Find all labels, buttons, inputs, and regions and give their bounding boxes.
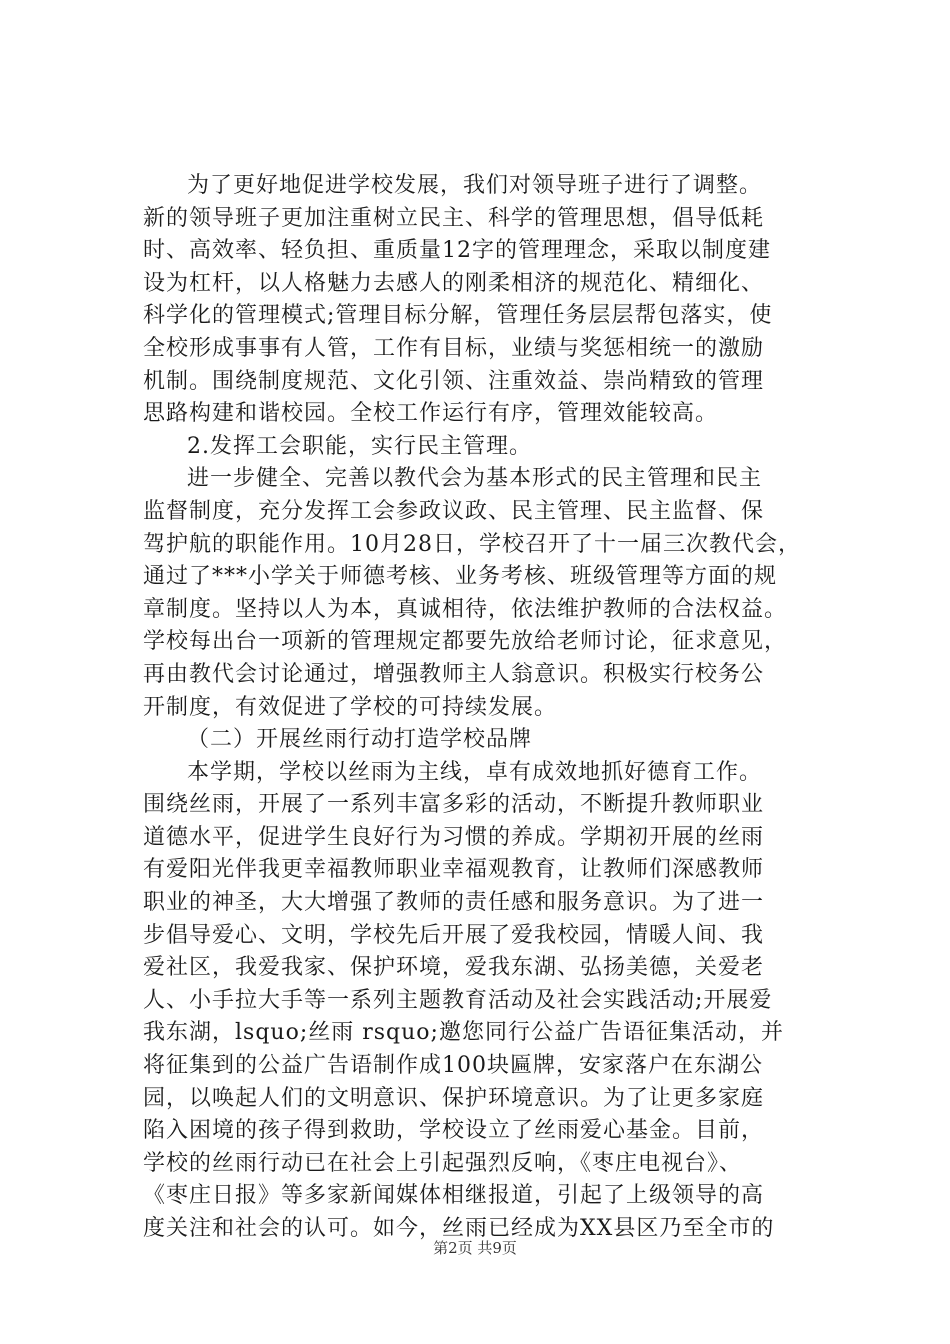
text-line: 步倡导爱心、文明，学校先后开展了爱我校园，情暖人间、我 [143,922,765,948]
text-line: 陷入困境的孩子得到救助，学校设立了丝雨爱心基金。目前， [143,1118,765,1144]
text-line: 《枣庄日报》等多家新闻媒体相继报道，引起了上级领导的高 [143,1183,765,1209]
text-line: 职业的神圣，大大增强了教师的责任感和服务意识。为了进一 [143,890,765,916]
text-line: 科学化的管理模式;管理目标分解，管理任务层层帮包落实，使 [143,303,773,329]
text-line: 2.发挥工会职能，实行民主管理。 [187,433,532,459]
text-line: 驾护航的职能作用。10月28日，学校召开了十一届三次教代会， [143,531,801,557]
text-line: 人、小手拉大手等一系列主题教育活动及社会实践活动;开展爱 [143,987,773,1013]
text-line: 再由教代会讨论通过，增强教师主人翁意识。积极实行校务公 [143,661,765,687]
text-line: 机制。围绕制度规范、文化引领、注重效益、崇尚精致的管理 [143,368,765,394]
text-line: 为了更好地促进学校发展，我们对领导班子进行了调整。 [187,173,763,198]
text-line: 本学期，学校以丝雨为主线，卓有成效地抓好德育工作。 [187,759,763,785]
text-line: 开制度，有效促进了学校的可持续发展。 [143,694,558,720]
text-line: 园，以唤起人们的文明意识、保护环境意识。为了让更多家庭 [143,1085,765,1111]
text-line: 新的领导班子更加注重树立民主、科学的管理思想，倡导低耗 [143,205,765,231]
text-line: 道德水平，促进学生良好行为习惯的养成。学期初开展的丝雨 [143,824,765,850]
text-line: 进一步健全、完善以教代会为基本形式的民主管理和民主 [187,466,763,492]
text-line: 度关注和社会的认可。如今，丝雨已经成为XX县区乃至全市的 [143,1216,775,1241]
text-line: 有爱阳光伴我更幸福教师职业幸福观教育，让教师们深感教师 [143,857,765,883]
text-line: 通过了***小学关于师德考核、业务考核、班级管理等方面的规 [143,564,778,590]
text-line: 我东湖，lsquo;丝雨 rsquo;邀您同行公益广告语征集活动，并 [143,1020,784,1046]
body-text [143,170,823,1246]
text-line: 思路构建和谐校园。全校工作运行有序，管理效能较高。 [143,401,719,427]
page-footer: 第2页 共9页 [433,1239,517,1257]
text-line: 设为杠杆，以人格魅力去感人的刚柔相济的规范化、精细化、 [143,270,765,296]
text-line: 将征集到的公益广告语制作成100块匾牌，安家落户在东湖公 [143,1053,763,1079]
text-line: 学校的丝雨行动已在社会上引起强烈反响，《枣庄电视台》、 [143,1150,743,1176]
text-line: 章制度。坚持以人为本，真诚相待，依法维护教师的合法权益。 [143,596,788,622]
text-line: 时、高效率、轻负担、重质量12字的管理理念，采取以制度建 [143,238,771,264]
text-line: 围绕丝雨，开展了一系列丰富多彩的活动，不断提升教师职业 [143,792,765,818]
text-line: 监督制度，充分发挥工会参政议政、民主管理、民主监督、保 [143,498,765,524]
text-line: 全校形成事事有人管，工作有目标，业绩与奖惩相统一的激励 [143,335,765,361]
text-line: （二）开展丝雨行动打造学校品牌 [187,727,533,753]
text-line: 学校每出台一项新的管理规定都要先放给老师讨论，征求意见， [143,629,788,655]
text-line: 爱社区，我爱我家、保护环境，爱我东湖、弘扬美德，关爱老 [143,955,765,981]
